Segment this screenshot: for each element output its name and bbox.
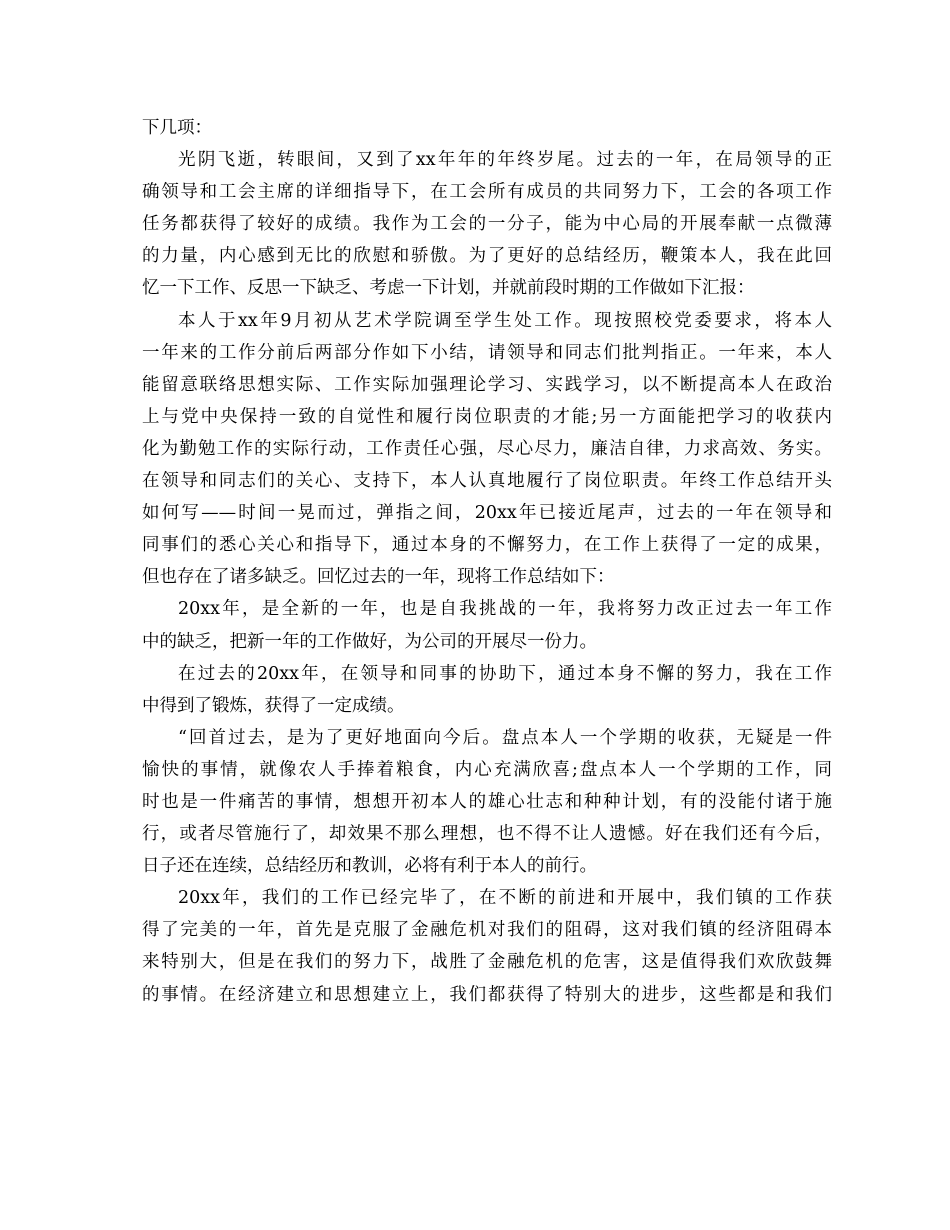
document-body [142, 112, 832, 1011]
text-line: 中的缺乏，把新一年的工作做好，为公司的开展尽一份力。 [142, 631, 597, 652]
text-line: 愉快的事情，就像农人手捧着粮食，内心充满欣喜;盘点本人一个学期的工作，同 [142, 759, 832, 780]
text-line: 一年来的工作分前后两部分作如下小结，请领导和同志们批判指正。一年来，本人 [142, 342, 832, 363]
text-line: 如何写——时间一晃而过，弹指之间，20xx年已接近尾声，过去的一年在领导和 [142, 503, 832, 524]
text-line: 20xx年，我们的工作已经完毕了，在不断的前进和开展中，我们镇的工作获 [178, 888, 832, 909]
text-line: 化为勤勉工作的实际行动，工作责任心强，尽心尽力，廉洁自律，力求高效、务实。 [142, 438, 832, 459]
text-line: 上与党中央保持一致的自觉性和履行岗位职责的才能;另一方面能把学习的收获内 [142, 406, 832, 427]
text-line: 能留意联络思想实际、工作实际加强理论学习、实践学习，以不断提高本人在政治 [142, 374, 832, 395]
text-line: 20xx年，是全新的一年，也是自我挑战的一年，我将努力改正过去一年工作 [178, 599, 832, 620]
text-line: 时也是一件痛苦的事情，想想开初本人的雄心壮志和种种计划，有的没能付诸于施 [142, 791, 832, 812]
text-line: 本人于xx年9月初从艺术学院调至学生处工作。现按照校党委要求，将本人 [178, 310, 832, 331]
text-line: 在领导和同志们的关心、支持下，本人认真地履行了岗位职责。年终工作总结开头 [142, 471, 832, 492]
text-line: 的事情。在经济建立和思想建立上，我们都获得了特别大的进步，这些都是和我们 [142, 984, 832, 1005]
text-line: 确领导和工会主席的详细指导下，在工会所有成员的共同努力下，工会的各项工作 [142, 182, 832, 203]
text-line: 中得到了锻炼，获得了一定成绩。 [142, 695, 405, 716]
text-line: 但也存在了诸多缺乏。回忆过去的一年，现将工作总结如下： [142, 567, 615, 588]
text-line: 下几项： [142, 118, 212, 138]
text-line: 得了完美的一年，首先是克服了金融危机对我们的阻碍，这对我们镇的经济阻碍本 [142, 920, 832, 941]
text-line: 忆一下工作、反思一下缺乏、考虑一下计划，并就前段时期的工作做如下汇报： [142, 278, 755, 299]
text-line: 任务都获得了较好的成绩。我作为工会的一分子，能为中心局的开展奉献一点微薄 [142, 214, 832, 235]
text-line: 的力量，内心感到无比的欣慰和骄傲。为了更好的总结经历，鞭策本人，我在此回 [142, 246, 832, 267]
text-line: 在过去的20xx年，在领导和同事的协助下，通过本身不懈的努力，我在工作 [178, 663, 832, 684]
text-line: “回首过去，是为了更好地面向今后。盘点本人一个学期的收获，无疑是一件 [178, 727, 832, 748]
text-line: 日子还在连续，总结经历和教训，必将有利于本人的前行。 [142, 856, 597, 877]
text-line: 同事们的悉心关心和指导下，通过本身的不懈努力，在工作上获得了一定的成果， [142, 535, 832, 556]
text-line: 行，或者尽管施行了，却效果不那么理想，也不得不让人遗憾。好在我们还有今后， [142, 824, 832, 845]
text-line: 来特别大，但是在我们的努力下，战胜了金融危机的危害，这是值得我们欢欣鼓舞 [142, 952, 832, 973]
text-line: 光阴飞逝，转眼间，又到了xx年年的年终岁尾。过去的一年，在局领导的正 [178, 150, 832, 171]
